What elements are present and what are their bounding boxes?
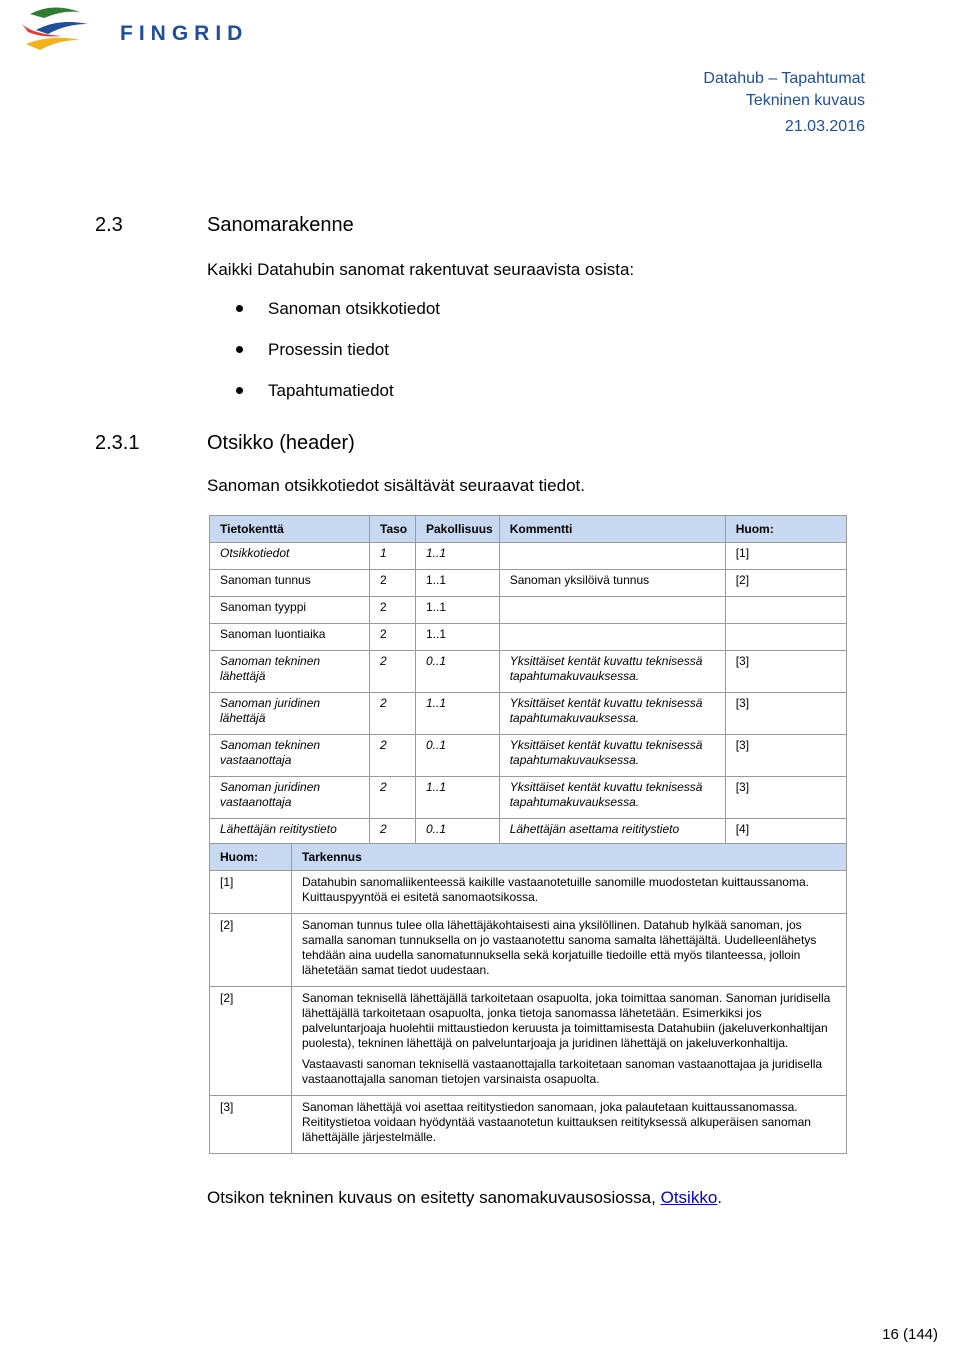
- subsection-number: 2.3.1: [95, 432, 140, 454]
- table-cell: Sanoman tekninen vastaanottaja: [210, 735, 370, 777]
- table-cell: [3]: [725, 777, 846, 819]
- table-cell: [499, 597, 725, 624]
- table-cell: [3]: [725, 693, 846, 735]
- table-cell: 2: [370, 570, 416, 597]
- table-cell: Sanoman tekninen lähettäjä: [210, 651, 370, 693]
- list-item: Tapahtumatiedot: [236, 381, 440, 422]
- table-row: [210, 735, 847, 777]
- table-cell: Sanoman tunnus: [210, 570, 370, 597]
- subsection-title: Otsikko (header): [207, 432, 355, 454]
- otsikko-link[interactable]: Otsikko: [660, 1188, 718, 1207]
- bullet-list: [236, 299, 440, 422]
- table-row: [210, 651, 847, 693]
- table-row: [210, 914, 847, 987]
- table-cell: [2]: [725, 570, 846, 597]
- list-item: Sanoman otsikkotiedot: [236, 299, 440, 340]
- table-row: [210, 693, 847, 735]
- col-header: Tarkennus: [292, 844, 847, 871]
- table-cell: 1..1: [416, 597, 500, 624]
- table-cell: 1: [370, 543, 416, 570]
- bullet-icon: [236, 346, 243, 353]
- closing-paragraph: Otsikon tekninen kuvaus on esitetty sanomakuvausosiossa, Otsikko.: [207, 1188, 723, 1207]
- table-cell: [3]: [210, 1096, 292, 1154]
- table-cell: 2: [370, 819, 416, 846]
- table-row: [210, 1096, 847, 1154]
- table-cell: [725, 597, 846, 624]
- table-cell: 2: [370, 735, 416, 777]
- table-cell: 1..1: [416, 570, 500, 597]
- table-cell: Sanoman yksilöivä tunnus: [499, 570, 725, 597]
- table-cell: [2]: [210, 914, 292, 987]
- col-header: Tietokenttä: [210, 516, 370, 543]
- table-cell: Yksittäiset kentät kuvattu teknisessä tapahtumakuvauksessa.: [499, 735, 725, 777]
- table-cell: [3]: [725, 735, 846, 777]
- table-row: [210, 987, 847, 1096]
- table-cell: Sanoman tyyppi: [210, 597, 370, 624]
- table-cell: Sanoman juridinen vastaanottaja: [210, 777, 370, 819]
- doc-subtitle: Tekninen kuvaus: [745, 92, 865, 109]
- table-cell: Yksittäiset kentät kuvattu teknisessä tapahtumakuvauksessa.: [499, 651, 725, 693]
- table-cell: Otsikkotiedot: [210, 543, 370, 570]
- doc-date: 21.03.2016: [784, 118, 865, 135]
- table-cell: 2: [370, 651, 416, 693]
- table-row: [210, 570, 847, 597]
- page-number: 16 (144): [882, 1326, 938, 1343]
- table-cell: 0..1: [416, 819, 500, 846]
- table-cell: 2: [370, 777, 416, 819]
- bullet-icon: [236, 305, 243, 312]
- table-cell: [4]: [725, 819, 846, 846]
- col-header: Taso: [370, 516, 416, 543]
- table-cell: Sanoman luontiaika: [210, 624, 370, 651]
- col-header: Huom:: [210, 844, 292, 871]
- table-cell: Sanoman lähettäjä voi asettaa reititystiedon sanomaan, joka palautetaan kuittaussanomassa. Reititystietoa voidaan hyödyntää vastaanotetun kuittauksen reitityksessä alkuperäisen sanoman lähettäjälle järjestelmälle.: [292, 1096, 847, 1154]
- doc-title: Datahub – Tapahtumat: [703, 70, 865, 87]
- table-cell: 0..1: [416, 651, 500, 693]
- table-row: [210, 597, 847, 624]
- table-row: [210, 777, 847, 819]
- table-cell: Yksittäiset kentät kuvattu teknisessä tapahtumakuvauksessa.: [499, 693, 725, 735]
- bullet-icon: [236, 387, 243, 394]
- section-heading: [95, 214, 354, 237]
- table-row: [210, 819, 847, 846]
- table-cell: 0..1: [416, 735, 500, 777]
- table-cell: Sanoman teknisellä lähettäjällä tarkoitetaan osapuolta, joka toimittaa sanoman. Sanoman juridisella lähettäjällä tarkoitetaan osapuolta, jonka tietoja sanomassa lähetetään. Esimerkiksi jos palveluntarjoaja huolehtii mittaustiedon keruusta ja toimittamisesta Datahubiin (jakeluverkonhaltijan puolesta), tekninen lähettäjä on palveluntarjoaja ja juridinen lähettäjä on jakeluverkonhaltija. Vastaavasti sanoman teknisellä vastaanottajalla tarkoitetaan sanoman vastaanottajaa ja juridisella vastaanottajalla sanoman tietojen varsinaista osapuolta.: [292, 987, 847, 1096]
- table-cell: 1..1: [416, 693, 500, 735]
- header-fields-table: [209, 515, 847, 846]
- logo-text: FINGRID: [120, 22, 249, 45]
- subsection-heading: [95, 432, 355, 455]
- subsection-intro: Sanoman otsikkotiedot sisältävät seuraavat tiedot.: [207, 476, 585, 495]
- table-cell: [2]: [210, 987, 292, 1096]
- table-cell: 2: [370, 597, 416, 624]
- table-cell: [499, 543, 725, 570]
- table-cell: [1]: [725, 543, 846, 570]
- table-cell: Lähettäjän reititystieto: [210, 819, 370, 846]
- table-row: [210, 543, 847, 570]
- table-cell: [1]: [210, 871, 292, 914]
- table-cell: [3]: [725, 651, 846, 693]
- table-cell: [499, 624, 725, 651]
- list-item: Prosessin tiedot: [236, 340, 440, 381]
- table-cell: 1..1: [416, 543, 500, 570]
- table-header-row: [210, 516, 847, 543]
- table-cell: 2: [370, 693, 416, 735]
- table-cell: 1..1: [416, 777, 500, 819]
- col-header: Kommentti: [499, 516, 725, 543]
- table-cell: [725, 624, 846, 651]
- table-header-row: [210, 844, 847, 871]
- table-row: [210, 871, 847, 914]
- table-cell: Lähettäjän asettama reititystieto: [499, 819, 725, 846]
- col-header: Huom:: [725, 516, 846, 543]
- section-number: 2.3: [95, 214, 123, 236]
- table-cell: Sanoman tunnus tulee olla lähettäjäkohtaisesti aina yksilöllinen. Datahub hylkää sanoman, jos samalla sanoman tunnuksella on jo vastaanotettu sanoma samalta lähettäjältä. Uudelleenlähetys tehdään aina uudella sanomatunnuksella sekä korjatuille tiedoille että myös tilanteessa, jolloin lähetetään samat tiedot uudestaan.: [292, 914, 847, 987]
- intro-paragraph: Kaikki Datahubin sanomat rakentuvat seuraavista osista:: [207, 260, 635, 279]
- table-cell: 2: [370, 624, 416, 651]
- table-cell: Sanoman juridinen lähettäjä: [210, 693, 370, 735]
- section-title: Sanomarakenne: [207, 214, 354, 236]
- col-header: Pakollisuus: [416, 516, 500, 543]
- notes-table: [209, 843, 847, 1154]
- fingrid-logo: [22, 4, 262, 56]
- table-cell: Yksittäiset kentät kuvattu teknisessä tapahtumakuvauksessa.: [499, 777, 725, 819]
- table-cell: Datahubin sanomaliikenteessä kaikille vastaanotetuille sanomille muodostetan kuittaussanoma. Kuittauspyyntöä ei esitetä sanomaotsikossa.: [292, 871, 847, 914]
- table-cell: 1..1: [416, 624, 500, 651]
- table-row: [210, 624, 847, 651]
